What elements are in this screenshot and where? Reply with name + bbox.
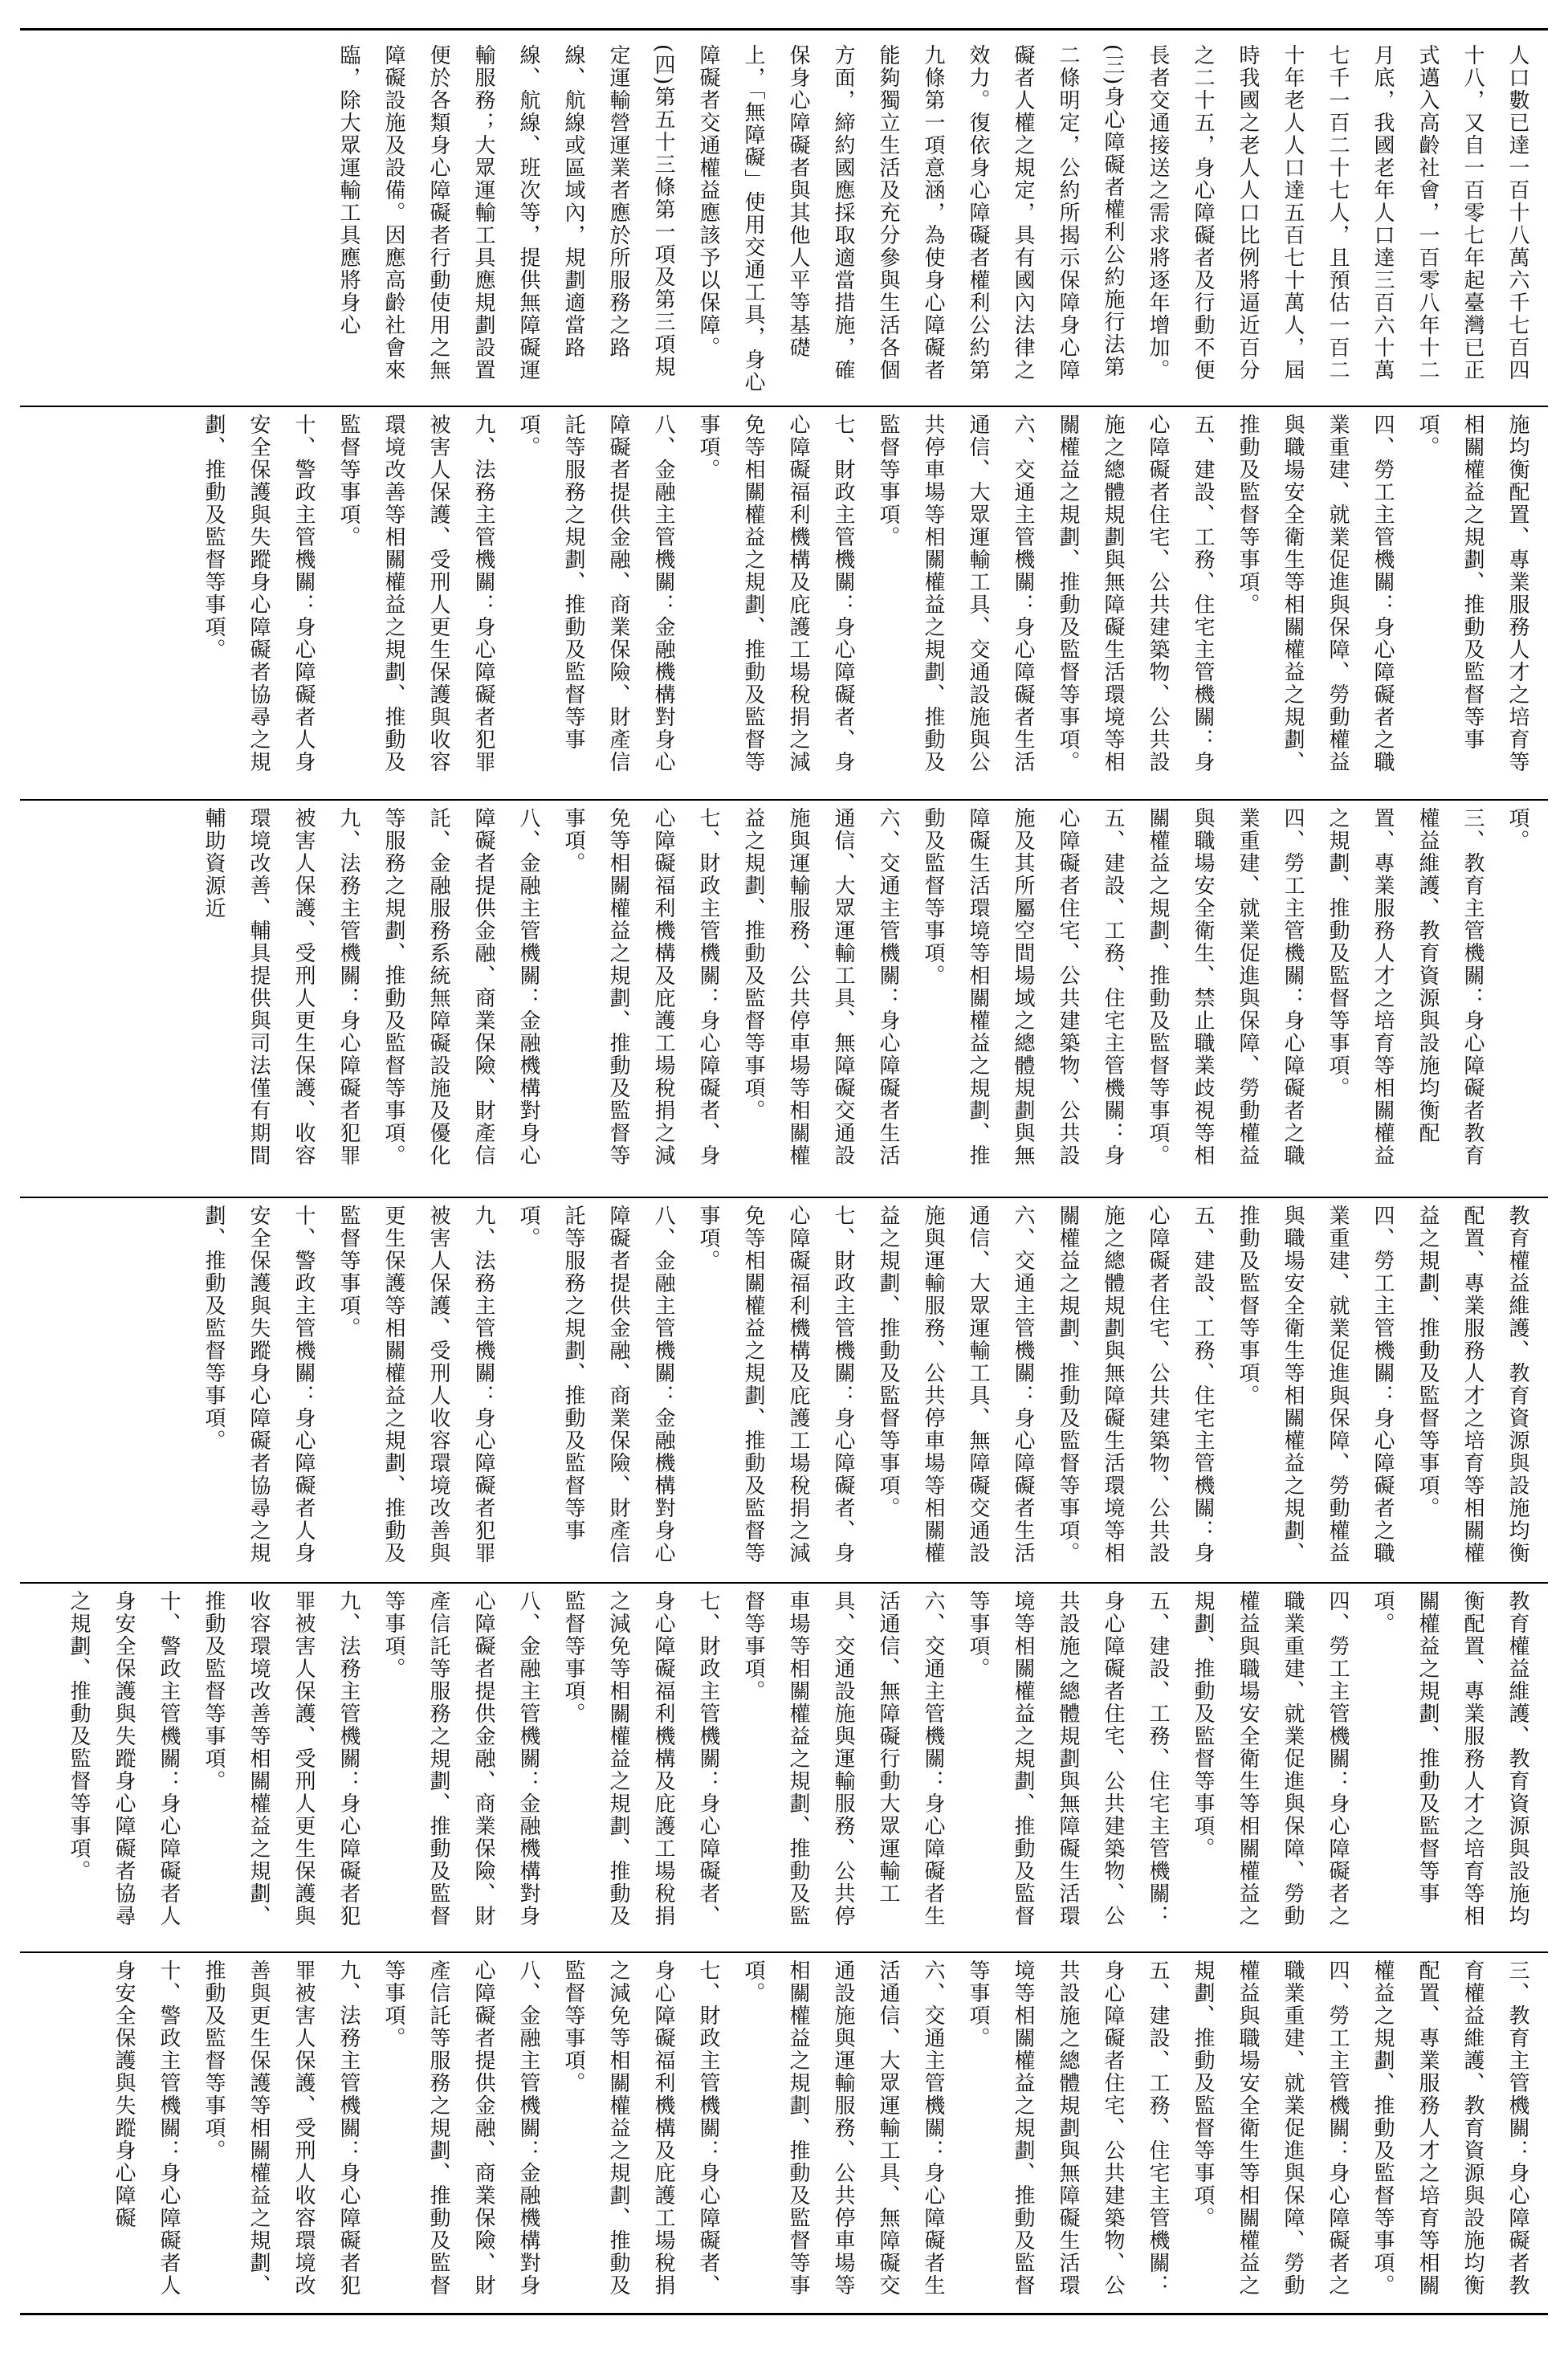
band-divider-1 bbox=[20, 406, 1548, 407]
band-6-para-8: 十、警政主管機關：身心障礙者人身安全保護與失蹤身心障礙 bbox=[112, 1959, 181, 2297]
band-5-text bbox=[22, 1590, 1540, 1943]
band-5-para-8: 十、警政主管機關：身心障礙者人身安全保護與失蹤身心障礙者協尋之規劃、推動及監督等事項。 bbox=[67, 1590, 181, 1927]
band-divider-5 bbox=[20, 1951, 1548, 1953]
band-2-para-2: 四、勞工主管機關：身心障礙者之職業重建、就業促進與保障、勞動權益與職場安全衛生等相關權益之規劃、推動及監督等事項。 bbox=[1236, 414, 1395, 773]
band-4-para-2: 四、勞工主管機關：身心障礙者之職業重建、就業促進與保障、勞動權益與職場安全衛生等相關權益之規劃、推動及監督等事項。 bbox=[1236, 1205, 1395, 1564]
band-3-para-2: 三、教育主管機關：身心障礙者教育權益維護、教育資源與設施均衡配置、專業服務人才之培育等相關權益之規劃、推動及監督等事項。 bbox=[1326, 807, 1485, 1167]
band-2-para-3: 五、建設、工務、住宅主管機關：身心障礙者住宅、公共建築物、公共設施之總體規劃與無障礙生活環境等相關權益之規劃、推動及監督等事項。 bbox=[1056, 414, 1215, 773]
band-6-para-1: 三、教育主管機關：身心障礙者教育權益維護、教育資源與設施均衡配置、專業服務人才之培育等相關權益之規劃、推動及監督等事項。 bbox=[1370, 1959, 1529, 2297]
band-2 bbox=[20, 414, 1548, 791]
band-3-text bbox=[22, 807, 1540, 1189]
band-2-para-6: 八、金融主管機關：金融機構對身心障礙者提供金融、商業保險、財產信託等服務之規劃、推動及監督等事項。 bbox=[516, 414, 675, 773]
band-3-para-8: 九、法務主管機關：身心障礙者犯罪被害人保護、受刑人更生保護、收容環境改善、輔具提供與司法僅有期間輔助資源近 bbox=[202, 807, 360, 1167]
band-5-para-6: 八、金融主管機關：金融機構對身心障礙者提供金融、商業保險、財產信託等服務之規劃、推動及監督等事項。 bbox=[381, 1590, 540, 1927]
band-6-para-4: 六、交通主管機關：身心障礙者生活通信、大眾運輸工具、無障礙交通設施與運輸服務、公共停車場等相關權益之規劃、推動及監督等事項。 bbox=[741, 1959, 945, 2297]
band-3-para-5: 六、交通主管機關：身心障礙者生活通信、大眾運輸工具、無障礙交通設施與運輸服務、公共停車場等相關權益之規劃、推動及監督等事項。 bbox=[741, 807, 900, 1167]
band-divider-2 bbox=[20, 799, 1548, 801]
band-1-para-3: (四)第五十三條第一項及第三項規定運輸營運業者應於所服務之路線、航線或區域內，規劃適當路線、航線、班次等，提供無障礙運輸服務；大眾運輸工具應規劃設置便於各類身心障礙者行動使用之無障礙設施及設備。因應高齡社會來臨，除大眾運輸工具應將身心 bbox=[336, 44, 675, 381]
band-4-para-7: 九、法務主管機關：身心障礙者犯罪被害人保護、受刑人收容環境改善與更生保護等相關權益之規劃、推動及監督等事項。 bbox=[336, 1205, 495, 1564]
band-2-para-1: 施均衡配置、專業服務人才之培育等相關權益之規劃、推動及監督等事項。 bbox=[1415, 414, 1529, 773]
band-5 bbox=[20, 1590, 1548, 1943]
band-4-para-5: 七、財政主管機關：身心障礙者、身心障礙福利機構及庇護工場稅捐之減免等相關權益之規劃、推動及監督等事項。 bbox=[696, 1205, 855, 1564]
band-6-para-6: 八、金融主管機關：金融機構對身心障礙者提供金融、商業保險、財產信託等服務之規劃、推動及監督等事項。 bbox=[381, 1959, 540, 2297]
band-4-para-3: 五、建設、工務、住宅主管機關：身心障礙者住宅、公共建築物、公共設施之總體規劃與無障礙生活環境等相關權益之規劃、推動及監督等事項。 bbox=[1056, 1205, 1215, 1564]
band-4-para-1: 教育權益維護、教育資源與設施均衡配置、專業服務人才之培育等相關權益之規劃、推動及監督等事項。 bbox=[1415, 1205, 1529, 1564]
band-4 bbox=[20, 1205, 1548, 1574]
band-1-para-1: 人口數已達一百十八萬六千七百四十八，又自一百零七年起臺灣已正式邁入高齡社會，一百零八年十二月底，我國老年人口達三百六十萬七千一百二十七人，且預估一百二十年老人人口達五百七十萬人，屆時我國之老人人口比例將逼近百分之二十五，身心障礙者及行動不便長者交通接送之需求將逐年增加。 bbox=[1146, 44, 1529, 381]
band-4-text bbox=[22, 1205, 1540, 1574]
band-1 bbox=[20, 44, 1548, 398]
band-divider-3 bbox=[20, 1197, 1548, 1198]
band-3-para-1: 項。 bbox=[1505, 807, 1529, 852]
band-3-para-6: 七、財政主管機關：身心障礙者、身心障礙福利機構及庇護工場稅捐之減免等相關權益之規劃、推動及監督等事項。 bbox=[561, 807, 720, 1167]
band-3-para-7: 八、金融主管機關：金融機構對身心障礙者提供金融、商業保險、財產信託、金融服務系統無障礙設施及優化等服務之規劃、推動及監督等事項。 bbox=[381, 807, 540, 1167]
band-divider-4 bbox=[20, 1582, 1548, 1584]
band-4-para-4: 六、交通主管機關：身心障礙者生活通信、大眾運輸工具、無障礙交通設施與運輸服務、公共停車場等相關權益之規劃、推動及監督等事項。 bbox=[876, 1205, 1035, 1564]
band-5-para-4: 六、交通主管機關：身心障礙者生活通信、無障礙行動大眾運輸工具、交通設施與運輸服務、公共停車場等相關權益之規劃、推動及監督等事項。 bbox=[741, 1590, 945, 1927]
band-2-para-4: 六、交通主管機關：身心障礙者生活通信、大眾運輸工具、交通設施與公共停車場等相關權益之規劃、推動及監督等事項。 bbox=[876, 414, 1035, 773]
band-2-para-7: 九、法務主管機關：身心障礙者犯罪被害人保護、受刑人更生保護與收容環境改善等相關權益之規劃、推動及監督等事項。 bbox=[336, 414, 495, 773]
band-6 bbox=[20, 1959, 1548, 2306]
band-5-para-3: 五、建設、工務、住宅主管機關：身心障礙者住宅、公共建築物、公共設施之總體規劃與無障礙生活環境等相關權益之規劃、推動及監督等事項。 bbox=[966, 1590, 1170, 1927]
band-3-para-3: 四、勞工主管機關：身心障礙者之職業重建、就業促進與保障、勞動權益與職場安全衛生、禁止職業歧視等相關權益之規劃、推動及監督等事項。 bbox=[1146, 807, 1305, 1167]
band-4-para-8: 十、警政主管機關：身心障礙者人身安全保護與失蹤身心障礙者協尋之規劃、推動及監督等事項。 bbox=[202, 1205, 316, 1564]
bottom-rule bbox=[20, 2313, 1548, 2315]
band-6-text bbox=[22, 1959, 1540, 2306]
band-2-text bbox=[22, 414, 1540, 791]
band-6-para-5: 七、財政主管機關：身心障礙者、身心障礙福利機構及庇護工場稅捐之減免等相關權益之規劃、推動及監督等事項。 bbox=[561, 1959, 720, 2297]
band-5-para-5: 七、財政主管機關：身心障礙者、身心障礙福利機構及庇護工場稅捐之減免等相關權益之規劃、推動及監督等事項。 bbox=[561, 1590, 720, 1927]
band-3 bbox=[20, 807, 1548, 1189]
band-5-para-1: 教育權益維護、教育資源與設施均衡配置、專業服務人才之培育等相關權益之規劃、推動及監督等事項。 bbox=[1370, 1590, 1529, 1927]
top-rule bbox=[20, 28, 1548, 31]
band-5-para-2: 四、勞工主管機關：身心障礙者之職業重建、就業促進與保障、勞動權益與職場安全衛生等相關權益之規劃、推動及監督等事項。 bbox=[1191, 1590, 1350, 1927]
band-2-para-8: 十、警政主管機關：身心障礙者人身安全保護與失蹤身心障礙者協尋之規劃、推動及監督等事項。 bbox=[202, 414, 316, 773]
band-1-text bbox=[22, 44, 1540, 398]
band-6-para-3: 五、建設、工務、住宅主管機關：身心障礙者住宅、公共建築物、公共設施之總體規劃與無障礙生活環境等相關權益之規劃、推動及監督等事項。 bbox=[966, 1959, 1170, 2297]
band-4-para-6: 八、金融主管機關：金融機構對身心障礙者提供金融、商業保險、財產信託等服務之規劃、推動及監督等事項。 bbox=[516, 1205, 675, 1564]
band-1-para-2: (三)身心障礙者權利公約施行法第二條明定，公約所揭示保障身心障礙者人權之規定，具有國內法律之效力。復依身心障礙者權利公約第九條第一項意涵，為使身心障礙者能夠獨立生活及充分參與生活各個方面，締約國應採取適當措施，確保身心障礙者與其他人平等基礎上，「無障礙」使用交通工具，身心障礙者交通權益應該予以保障。 bbox=[696, 44, 1125, 394]
band-6-para-2: 四、勞工主管機關：身心障礙者之職業重建、就業促進與保障、勞動權益與職場安全衛生等相關權益之規劃、推動及監督等事項。 bbox=[1191, 1959, 1350, 2297]
document-page bbox=[20, 20, 1548, 2333]
band-2-para-5: 七、財政主管機關：身心障礙者、身心障礙福利機構及庇護工場稅捐之減免等相關權益之規劃、推動及監督等事項。 bbox=[696, 414, 855, 773]
band-3-para-4: 五、建設、工務、住宅主管機關：身心障礙者住宅、公共建築物、公共設施及其所屬空間場域之總體規劃與無障礙生活環境等相關權益之規劃、推動及監督等事項。 bbox=[921, 807, 1125, 1167]
band-5-para-7: 九、法務主管機關：身心障礙者犯罪被害人保護、受刑人更生保護與收容環境改善等相關權益之規劃、推動及監督等事項。 bbox=[202, 1590, 360, 1927]
band-6-para-7: 九、法務主管機關：身心障礙者犯罪被害人保護、受刑人收容環境改善與更生保護等相關權益之規劃、推動及監督等事項。 bbox=[202, 1959, 360, 2297]
